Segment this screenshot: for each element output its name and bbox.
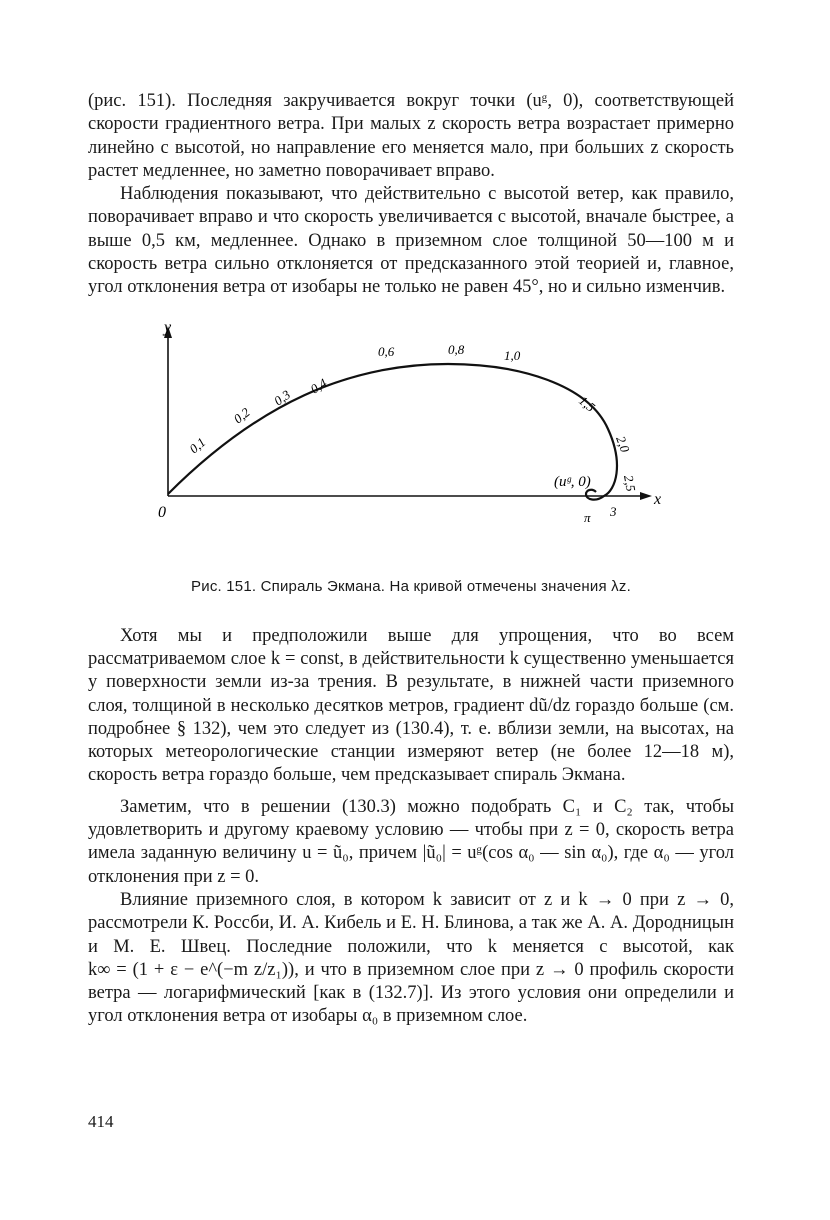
curve-label-08: 0,8 xyxy=(448,341,465,357)
paragraph-2: Наблюдения показывают, что действительно с высотой ветер, как правило, поворачивает вправо и что скорость увеличивается с высотой, вначале быстрее, а выше 0,5 км, медленнее. Однако в приземном слое толщиной 50—100 м и скорость ветра сильно отклоняется от предсказанного этой теорией и, главное, угол отклонения ветра от изобары не только не равен 45°, но и сильно изменчив. xyxy=(88,184,734,298)
origin-label: 0 xyxy=(158,503,166,521)
curve-label-02: 0,2 xyxy=(230,404,253,427)
curve-label-15: 1,5 xyxy=(576,392,599,415)
curve-label-pi: π xyxy=(584,509,591,525)
point-label: (uᵍ, 0) xyxy=(554,473,591,490)
paragraph-5-part-a: Влияние приземного слоя, в котором k зависит от z и k → 0 при z → 0, рассмотрели К. Россби, И. А. Кибель и Е. Н. Блинова, а так же А. А. Дородницын и М. Е. Швец. Последние положили, что k меняется с высотой, как xyxy=(88,889,734,957)
x-axis-arrow xyxy=(640,492,652,500)
curve-label-25: 2,5 xyxy=(621,473,639,493)
paragraph-3: Хотя мы и предположили выше для упрощения, что во всем рассматриваемом слое k = const, в действительности k существенно уменьшается у поверхности земли из-за трения. В результате, в нижней части приземного слоя, толщиной в несколько десятков метров, градиент dũ/dz гораздо больше (см. подробнее § 132), чем это следует из (130.4), т. е. вблизи земли, на высотах, на которых метеорологические станции измеряют ветер (не более 12—18 м), скорость ветра гораздо больше, чем предсказывает спираль Экмана. xyxy=(88,625,734,786)
figure-caption: Рис. 151. Спираль Экмана. На кривой отмечены значения λz. xyxy=(191,577,631,595)
paragraph-5-part-b: и что в приземном слое при z → 0 профиль скорости ветра — логарифмический [как в (132.7)]. Из этого условия они определили и угол отклонения ветра от изобары α₀ в приземном слое. xyxy=(88,959,734,1027)
spiral-curve xyxy=(168,364,617,500)
curve-label-06: 0,6 xyxy=(378,343,395,359)
curve-label-01: 0,1 xyxy=(186,434,209,456)
y-axis-label: y xyxy=(164,318,172,336)
k-formula: k∞ = (1 + ε − e^(−m z/z₁)), xyxy=(88,959,299,980)
curve-label-10: 1,0 xyxy=(504,347,521,363)
ekman-spiral-svg xyxy=(88,314,734,574)
ekman-spiral-figure xyxy=(88,314,734,574)
x-axis-label: x xyxy=(654,490,662,508)
paragraph-1: (рис. 151). Последняя закручивается вокруг точки (uᵍ, 0), соответствующей скорости градиентного ветра. При малых z скорость ветра возрастает примерно линейно с высотой, но направление его меняется мало, при больших z скорость растет медленнее, но заметно поворачивает вправо. xyxy=(88,91,734,181)
paragraph-4: Заметим, что в решении (130.3) можно подобрать C₁ и C₂ так, чтобы удовлетворить и другому краевому условию — чтобы при z = 0, скорость ветра имела заданную величину u = ũ₀, причем |ũ₀| = uᵍ(cos α₀ — sin α₀), где α₀ — угол отклонения при z = 0. xyxy=(88,796,734,887)
page-body xyxy=(88,90,734,1029)
page-number: 414 xyxy=(88,1112,114,1131)
curve-label-03: 0,3 xyxy=(271,386,294,409)
curve-label-04: 0,4 xyxy=(307,374,330,397)
paragraph-5 xyxy=(88,889,734,1029)
curve-label-3: 3 xyxy=(610,503,617,519)
curve-label-20: 2,0 xyxy=(613,433,633,454)
